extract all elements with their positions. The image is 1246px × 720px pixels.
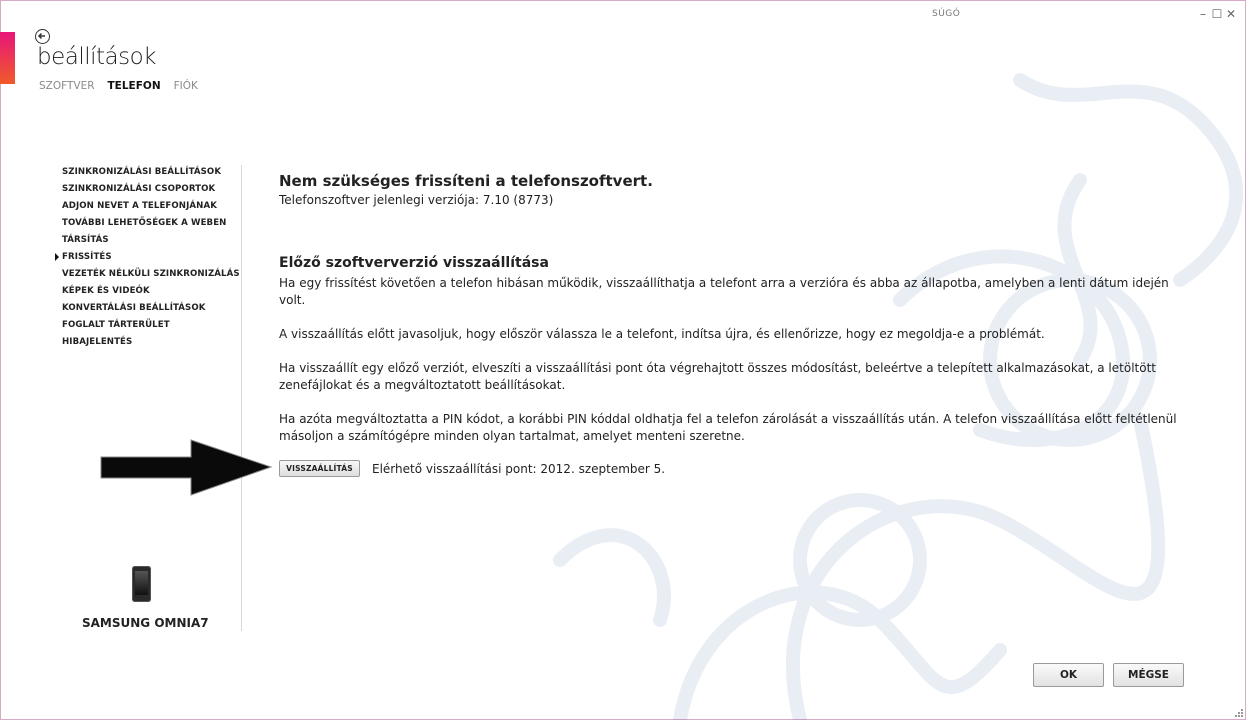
sidebar-item-storage[interactable]: FOGLALT TÁRTERÜLET	[62, 320, 170, 330]
close-button[interactable]: ✕	[1225, 7, 1237, 21]
maximize-button[interactable]: ☐	[1211, 7, 1223, 21]
minimize-button[interactable]: –	[1200, 7, 1206, 21]
sidebar-item-pictures-videos[interactable]: KÉPEK ÉS VIDEÓK	[62, 286, 150, 296]
main-content	[279, 172, 1189, 443]
tab-software[interactable]: SZOFTVER	[39, 80, 95, 92]
sidebar-item-conversion[interactable]: KONVERTÁLÁSI BEÁLLÍTÁSOK	[62, 303, 206, 313]
sidebar-item-name-phone[interactable]: ADJON NEVET A TELEFONJÁNAK	[62, 201, 217, 211]
resize-grip-icon[interactable]	[1235, 709, 1243, 717]
version-text: Telefonszoftver jelenlegi verziója: 7.10 (8773)	[279, 193, 554, 207]
restore-button[interactable]: VISSZAÁLLÍTÁS	[279, 460, 360, 477]
sidebar-item-sync-groups[interactable]: SZINKRONIZÁLÁSI CSOPORTOK	[62, 184, 216, 194]
phone-icon	[132, 566, 151, 602]
help-link[interactable]: SÚGÓ	[932, 9, 961, 19]
restore-paragraph-2: A visszaállítás előtt javasoljuk, hogy először válassza le a telefont, indítsa újra, és ellenőrizze, hogy ez megoldja-e a problémát.	[279, 327, 1045, 341]
sidebar-item-web-options[interactable]: TOVÁBBI LEHETŐSÉGEK A WEBEN	[62, 218, 227, 228]
page-title: beállítások	[37, 44, 157, 70]
back-arrow-icon	[37, 31, 47, 41]
sidebar-item-wireless-sync[interactable]: VEZETÉK NÉLKÜLI SZINKRONIZÁLÁS	[62, 269, 240, 279]
restore-paragraph-4: Ha azóta megváltoztatta a PIN kódot, a korábbi PIN kóddal oldhatja fel a telefon zárolását a visszaállítás után. A telefon visszaállítása előtt feltétlenül másoljon a számítógépre minden olyan tartalmat, amelyet menteni szeretne.	[279, 412, 1177, 443]
sidebar-nav	[62, 166, 240, 353]
back-button[interactable]	[35, 29, 50, 44]
update-status-heading: Nem szükséges frissíteni a telefonszoftvert.	[279, 172, 653, 190]
restore-paragraph-1: Ha egy frissítést követően a telefon hibásan működik, visszaállíthatja a telefont arra a verzióra és abba az állapotba, amelyben a lenti dátum idején volt.	[279, 276, 1169, 307]
sidebar-item-error-report[interactable]: HIBAJELENTÉS	[62, 337, 133, 347]
sidebar-item-pairing[interactable]: TÁRSÍTÁS	[62, 235, 109, 245]
sidebar-item-sync-settings[interactable]: SZINKRONIZÁLÁSI BEÁLLÍTÁSOK	[62, 167, 222, 177]
sidebar-item-label: FRISSÍTÉS	[62, 252, 112, 262]
restore-paragraph-3: Ha visszaállít egy előző verziót, elveszíti a visszaállítási pont óta végrehajtott összes módosítást, beleértve a telepített alkalmazásokat, a letöltött zenefájlokat és a megváltoztatott beállításokat.	[279, 361, 1156, 392]
tab-bar	[39, 80, 198, 92]
restore-heading: Előző szoftververzió visszaállítása	[279, 255, 549, 271]
restore-point-text: Elérhető visszaállítási pont: 2012. szeptember 5.	[372, 461, 666, 476]
ok-button[interactable]: OK	[1033, 663, 1104, 687]
arrow-pointer-icon	[99, 437, 275, 501]
selected-indicator-icon	[55, 253, 59, 261]
accent-bar	[0, 32, 15, 84]
tab-phone[interactable]: TELEFON	[107, 80, 161, 92]
sidebar-item-update[interactable]	[62, 251, 240, 268]
restore-row	[279, 460, 665, 477]
sidebar-divider	[241, 165, 242, 631]
tab-account[interactable]: FIÓK	[173, 80, 198, 92]
cancel-button[interactable]: MÉGSE	[1113, 663, 1184, 687]
device-name: SAMSUNG OMNIA7	[82, 616, 209, 630]
